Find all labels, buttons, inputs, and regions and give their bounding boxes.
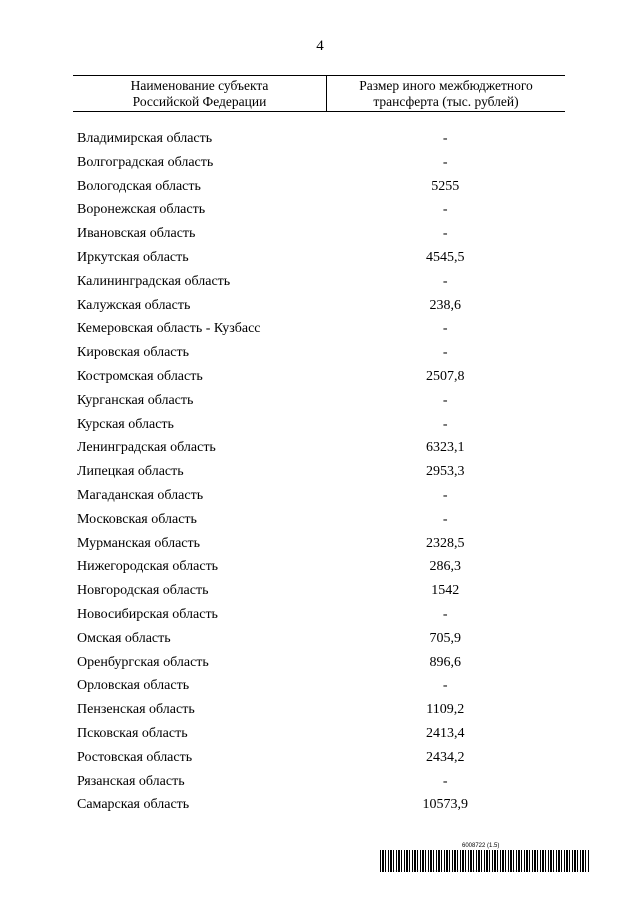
table-row bbox=[77, 127, 565, 151]
subject-name: Новосибирская область bbox=[77, 606, 218, 622]
transfer-amount: 2507,8 bbox=[425, 368, 465, 384]
table-row bbox=[77, 627, 565, 651]
table-row bbox=[77, 484, 565, 508]
transfer-amount: - bbox=[442, 321, 448, 337]
subject-name: Волгоградская область bbox=[77, 154, 214, 170]
transfer-amount: - bbox=[442, 273, 448, 289]
transfer-amount: - bbox=[442, 131, 448, 146]
subject-name: Самарская область bbox=[77, 797, 190, 813]
header-transfer-amount bbox=[327, 76, 565, 111]
page-number: 4 bbox=[316, 38, 324, 54]
table-body bbox=[77, 127, 565, 817]
table-row bbox=[77, 175, 565, 199]
subject-name: Мурманская область bbox=[77, 535, 201, 551]
transfer-amount: - bbox=[442, 773, 448, 789]
subject-name: Омская область bbox=[77, 630, 171, 646]
table-row bbox=[77, 365, 565, 389]
transfer-amount: 4545,5 bbox=[425, 249, 465, 265]
table-row bbox=[77, 603, 565, 627]
header-subject-name bbox=[73, 76, 327, 111]
transfer-amount: 5255 bbox=[431, 178, 460, 194]
table-row bbox=[77, 436, 565, 460]
transfer-amount: - bbox=[442, 416, 448, 432]
table-row bbox=[77, 722, 565, 746]
subject-name: Вологодская область bbox=[77, 178, 201, 194]
subject-name: Костромская область bbox=[77, 368, 203, 384]
table-row bbox=[77, 413, 565, 437]
header-subject-line1: Наименование субъекта bbox=[130, 78, 269, 93]
transfer-amount: - bbox=[442, 226, 448, 242]
transfer-amount: 10573,9 bbox=[422, 797, 468, 813]
table-row bbox=[77, 341, 565, 365]
subject-name: Магаданская область bbox=[77, 487, 204, 503]
transfer-amount: 705,9 bbox=[429, 630, 461, 646]
table-row bbox=[77, 793, 565, 817]
transfer-amount: - bbox=[442, 606, 448, 622]
transfer-amount: - bbox=[442, 202, 448, 218]
table-row bbox=[77, 317, 565, 341]
transfer-amount: - bbox=[442, 678, 448, 694]
subject-name: Оренбургская область bbox=[77, 654, 209, 670]
subject-name: Курганская область bbox=[77, 392, 194, 408]
transfer-amount: 896,6 bbox=[429, 654, 461, 670]
transfer-amount: 286,3 bbox=[429, 559, 461, 575]
subject-name: Курская область bbox=[77, 416, 174, 432]
table-row bbox=[77, 674, 565, 698]
table-header bbox=[73, 75, 565, 112]
header-amount-line1: Размер иного межбюджетного bbox=[359, 78, 533, 93]
subject-name: Калининградская область bbox=[77, 273, 231, 289]
header-amount-line2: трансферта (тыс. рублей) bbox=[373, 94, 519, 109]
transfer-amount: - bbox=[442, 392, 448, 408]
table-row bbox=[77, 151, 565, 175]
table-row bbox=[77, 555, 565, 579]
table-row bbox=[77, 270, 565, 294]
header-subject-line2: Российской Федерации bbox=[132, 94, 267, 109]
subject-name: Рязанская область bbox=[77, 773, 185, 789]
transfer-amount: 2413,4 bbox=[425, 725, 465, 741]
subject-name: Иркутская область bbox=[77, 249, 189, 265]
table-row bbox=[77, 698, 565, 722]
table-row bbox=[77, 770, 565, 794]
table-row bbox=[77, 508, 565, 532]
table-row bbox=[77, 579, 565, 603]
transfer-amount: 2434,2 bbox=[425, 749, 465, 765]
table-row bbox=[77, 651, 565, 675]
table-row bbox=[77, 222, 565, 246]
subject-name: Псковская область bbox=[77, 725, 188, 741]
transfer-amount: - bbox=[442, 154, 448, 170]
subject-name: Кировская область bbox=[77, 345, 190, 361]
transfer-amount: 1109,2 bbox=[426, 702, 465, 718]
subject-name: Нижегородская область bbox=[77, 559, 219, 575]
subject-name: Пензенская область bbox=[77, 702, 195, 718]
table-row bbox=[77, 746, 565, 770]
subject-name: Кемеровская область - Кузбасс bbox=[77, 321, 261, 337]
barcode bbox=[380, 850, 590, 872]
transfer-amount: - bbox=[442, 487, 448, 503]
transfer-amount: 6323,1 bbox=[425, 440, 465, 456]
table-row bbox=[77, 294, 565, 318]
subject-name: Ивановская область bbox=[77, 226, 196, 242]
subject-name: Калужская область bbox=[77, 297, 191, 313]
subject-name: Владимирская область bbox=[77, 131, 213, 146]
subject-name: Орловская область bbox=[77, 678, 190, 694]
transfer-amount: - bbox=[442, 511, 448, 527]
table-row bbox=[77, 198, 565, 222]
table-row bbox=[77, 246, 565, 270]
transfer-amount: 2953,3 bbox=[425, 464, 465, 480]
table-row bbox=[77, 532, 565, 556]
subject-name: Московская область bbox=[77, 511, 197, 527]
transfer-amount: 1542 bbox=[431, 583, 460, 599]
barcode-label: 6008722 (1.5) bbox=[462, 843, 500, 849]
transfer-amount: - bbox=[442, 345, 448, 361]
subject-name: Воронежская область bbox=[77, 202, 206, 218]
subject-name: Ростовская область bbox=[77, 749, 193, 765]
transfer-amount: 2328,5 bbox=[425, 535, 465, 551]
table-row bbox=[77, 389, 565, 413]
table-row bbox=[77, 460, 565, 484]
subject-name: Новгородская область bbox=[77, 583, 209, 599]
transfer-amount: 238,6 bbox=[429, 297, 461, 313]
subject-name: Ленинградская область bbox=[77, 440, 216, 456]
subject-name: Липецкая область bbox=[77, 464, 184, 480]
